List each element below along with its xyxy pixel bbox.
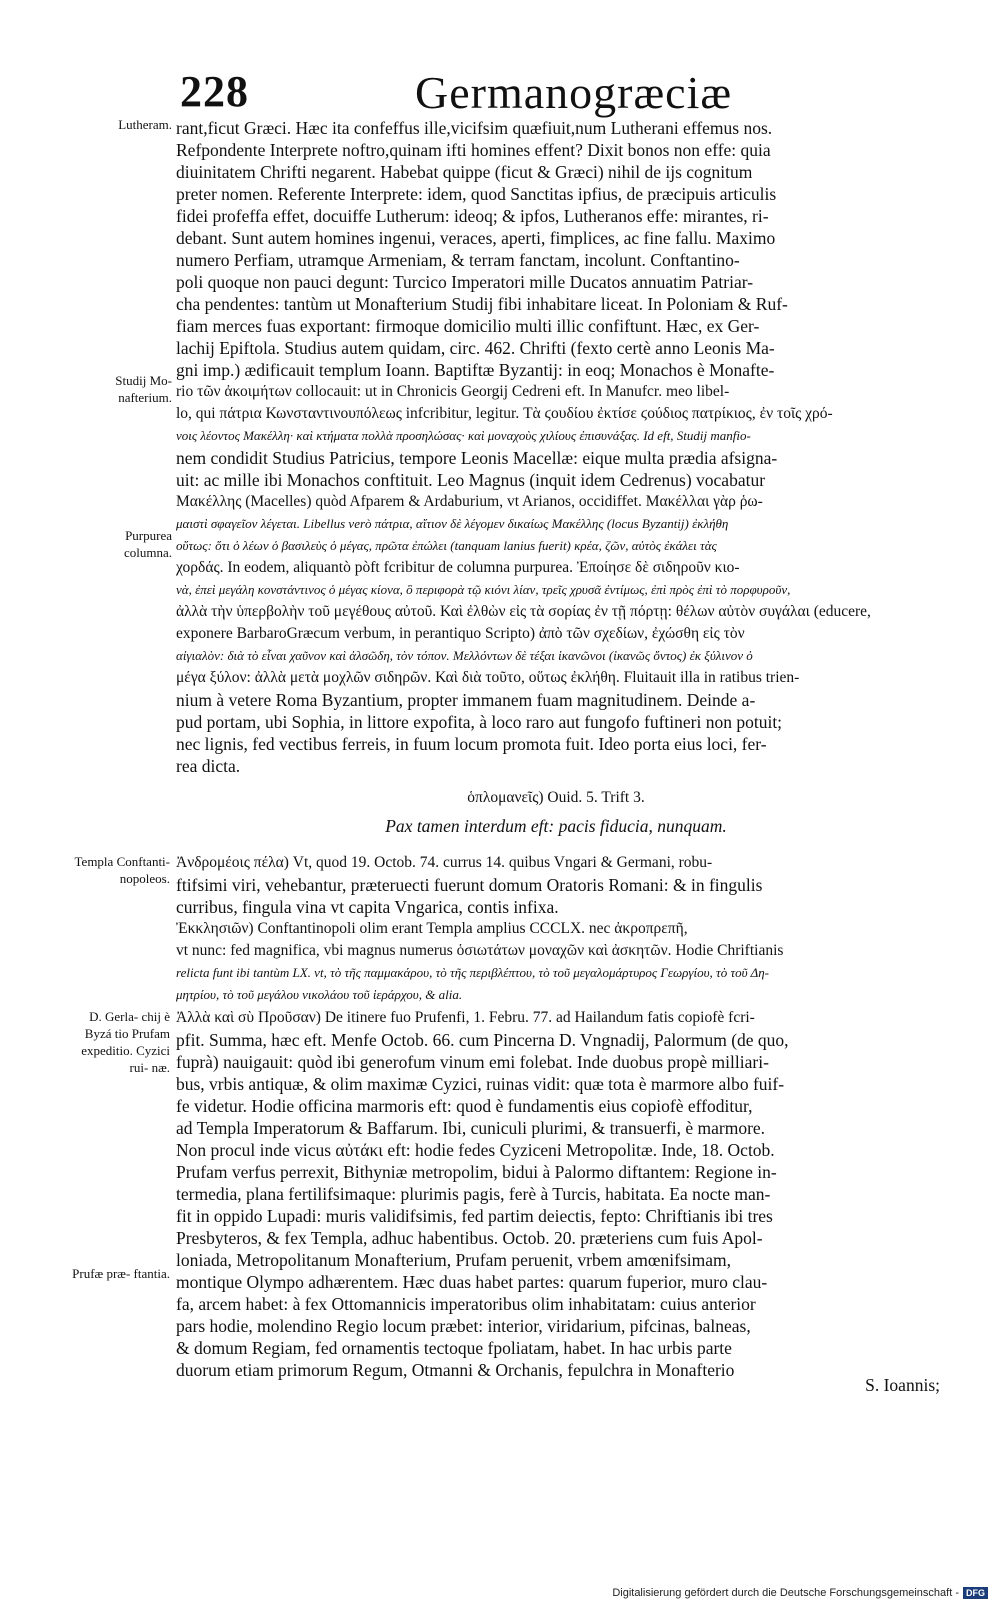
text-line: termedia, plana fertilifsimaque: plurimis pagis, ferè à Turcis, habitata. Ea nocte man- <box>176 1184 771 1204</box>
text-line: ad Templa Imperatorum & Baffarum. Ibi, cuniculi plurimi, & transuerfi, è marmore. <box>176 1118 766 1138</box>
text-line: Μακέλλης (Macelles) quòd Afparem & Ardaburium, vt Arianos, occidiffet. Μακέλλαι γὰρ ῥω- <box>176 493 763 510</box>
text-line: pfit. Summa, hæc eft. Menfe Octob. 66. cum Pincerna D. Vngnadij, Palormum (de quo, <box>176 1030 789 1050</box>
text-line: μέγα ξύλον: ἀλλὰ μετὰ μοχλῶν σιδηρῶν. Καὶ διὰ τοῦτο, οὕτως ἐκλήθη. Fluitauit illa in ratibus trien- <box>176 669 800 686</box>
text-line: νοις λέοντος Μακέλλη· καὶ κτήματα πολλὰ προσηλώσας· καὶ μοναχοὺς χιλίους ἐπισυνάξας. Id eft, Studij manfio- <box>176 428 751 443</box>
text-block-2 <box>176 852 936 1006</box>
text-line: nem condidit Studius Patricius, tempore Leonis Macellæ: eique multa prædia afsigna- <box>176 448 778 468</box>
catchword: S. Ioannis; <box>865 1375 940 1395</box>
text-line: & domum Regiam, fed ornamentis tectoque fpoliatam, habet. In hac urbis parte <box>176 1338 732 1358</box>
text-line: exponere BarbaroGræcum verbum, in perantiquo Scripto) ἀπὸ τῶν σχεδίων, ἐχώσθη εἰς τὸν <box>176 625 745 642</box>
quote-reference: ὁπλομανεῖς) Ouid. 5. Trift 3. <box>467 789 645 806</box>
text-line: Presbyteros, & fex Templa, adhuc habentibus. Octob. 20. præteriens cum fuis Apol- <box>176 1228 763 1248</box>
text-line: rio τῶν ἀκοιμήτων collocauit: ut in Chronicis Georgij Cedreni eft. In Manufcr. meo libel- <box>176 383 730 400</box>
text-block-1 <box>176 117 936 777</box>
text-block-3 <box>176 1007 936 1381</box>
text-line: diuinitatem Chrifti negarent. Habebat quippe (ficut & Græci) nihil de ijs cognitum <box>176 162 753 182</box>
text-line: χορδάς. In eodem, aliquantò pòft fcribitur de columna purpurea. Ἐποίησε δὲ σιδηροῦν κιο- <box>176 559 740 576</box>
text-line: οὕτως: ὅτι ὁ λέων ὁ βασιλεὺς ὁ μέγας, πρῶτα ἐπώλει (tanquam lanius fuerit) κρέα, ζῶν, αὐτὸς ἐκάλει τὰς <box>176 538 717 553</box>
text-line: Non procul inde vicus αὐτάκι eft: hodie fedes Cyziceni Metropolitæ. Inde, 18. Octob. <box>176 1140 775 1160</box>
text-line: preter nomen. Referente Interprete: idem, quod Sanctitas ipfius, de præcipuis articulis <box>176 184 777 204</box>
margin-note: Lutheram. <box>118 117 172 132</box>
credit-text: Digitalisierung gefördert durch die Deutsche Forschungsgemeinschaft - <box>612 1587 959 1599</box>
dfg-logo: DFG <box>963 1587 988 1599</box>
text-line: relicta funt ibi tantùm LX. vt, τὸ τῆς παμμακάρου, τὸ τῆς περιβλέπτου, τὸ τοῦ μεγαλομάρτυρος Γεωργίου, τὸ τοῦ Δη- <box>176 965 770 980</box>
text-line: fiam merces fuas exportant: firmoque domicilio multi illic confiftunt. Hæc, ex Ger- <box>176 316 760 336</box>
text-line: duorum etiam primorum Regum, Otmanni & Orchanis, fepulchra in Monafterio <box>176 1360 735 1380</box>
text-line: Refpondente Interprete noftro,quinam ifti homines effent? Dixit bonos non effe: quia <box>176 140 771 160</box>
text-line: gni imp.) ædificauit templum Ioann. Baptiftæ Byzantij: in eoq; Monachos è Monafte- <box>176 360 775 380</box>
text-line: vt nunc: fed magnifica, vbi magnus numerus ὁσιωτάτων μοναχῶν καὶ ἀσκητῶν. Hodie Chriftianis <box>176 942 784 959</box>
text-line: fit in oppido Lupadi: muris validifsimis, fed partim deiectis, fepto: Chriftianis ibi tres <box>176 1206 773 1226</box>
text-line: uit: ac mille ibi Monachos conftituit. Leo Magnus (inquit idem Cedrenus) vocabatur <box>176 470 766 490</box>
text-line: curribus, fingula vina vt capita Vngarica, contis infixa. <box>176 897 559 917</box>
margin-note: D. Gerla- chij è Byzá tio Prufam expeditio. Cyzici rui- næ. <box>81 1009 170 1075</box>
text-line: lo, qui πάτρια Κωνσταντινουπόλεως infcribitur, legitur. Τὰ ϛουδίου ἐκτίσε ϛούδιος πατρίκιος, ἐν τοῖς χρό- <box>176 405 833 422</box>
text-line: debant. Sunt autem homines ingenui, veraces, aperti, fimplices, ac fine fallu. Maximo <box>176 228 776 248</box>
text-line: rea dicta. <box>176 756 241 776</box>
text-line: Prufam verfus perrexit, Bithyniæ metropolim, bidui à Palormo diftantem: Regione in- <box>176 1162 777 1182</box>
margin-note: Templa Conftanti- nopoleos. <box>74 854 170 886</box>
text-line: numero Perfiam, utramque Armeniam, & terram fanctam, incolunt. Conftantino- <box>176 250 740 270</box>
text-line: μητρίου, τὸ τοῦ μεγάλου νικολάου τοῦ ἱεράρχου, & alia. <box>176 987 463 1002</box>
text-line: montique Olympo adhærentem. Hæc duas habet partes: quarum fuperior, muro clau- <box>176 1272 768 1292</box>
text-line: loniada, Metropolitanum Monafterium, Prufam peruenit, vrbem amœnifsimam, <box>176 1250 732 1270</box>
text-line: ἀλλὰ τὴν ὑπερβολὴν τοῦ μεγέθους αὐτοῦ. Καὶ ἐλθὼν εἰς τὰ σορίας ἐν τῇ πόρτῃ: θέλων αὐτὸν συγάλαι (educere, <box>176 603 871 620</box>
text-line: poli quoque non pauci degunt: Turcico Imperatori mille Ducatos annuatim Patriar- <box>176 272 754 292</box>
text-line: cha pendentes: tantùm ut Monafterium Studij fibi inhabitare liceat. In Poloniam & Ruf- <box>176 294 788 314</box>
text-line: nium à vetere Roma Byzantium, propter immanem fuam magnitudinem. Deinde a- <box>176 690 756 710</box>
margin-note: Purpurea columna. <box>123 528 172 560</box>
text-line: fuprà) nauigauit: quòd ibi generofum vinum emi folebat. Inde duobus propè milliari- <box>176 1052 769 1072</box>
page-header <box>180 66 740 116</box>
page-number: 228 <box>180 67 249 116</box>
text-line: Ἀνδρομέοις πέλα) Vt, quod 19. Octob. 74. currus 14. quibus Vngari & Germani, robu- <box>176 854 713 871</box>
running-title: Germanogræciæ <box>415 67 733 118</box>
text-line: ftifsimi viri, vehebantur, præteruecti fuerunt domum Oratoris Romani: & in fingulis <box>176 875 763 895</box>
quote-block <box>176 787 936 837</box>
text-line: fa, arcem habet: à fex Ottomannicis imperatoribus olim inhabitatam: cuius anterior <box>176 1294 756 1314</box>
text-line: fe videtur. Hodie officina marmoris eft: quod è fundamentis eius copiofè effoditur, <box>176 1096 753 1116</box>
text-line: αἰγιαλὸν: διὰ τὸ εἶναι χαῦνον καὶ ἀλσῶδη, τὸν τόπον. Μελλόντων δὲ τέξαι ἱκανῶνοι (ἰκανῶς ὄντος) ἐκ ξύλινον ὀ <box>176 648 753 663</box>
text-line: fidei profeffa effet, docuiffe Lutherum: ideoq; & ipfos, Lutheranos effe: mirantes, ri- <box>176 206 769 226</box>
text-line: Ἐκκλησιῶν) Conftantinopoli olim erant Templa amplius CCCLX. nec ἀκροπρεπῆ, <box>176 920 688 937</box>
text-line: μαιστὶ σφαγεῖον λέγεται. Libellus verò πάτρια, αἴτιον δὲ λέγομεν δικαίως Μακέλλης (locus Byzantij) ἐκλήθη <box>176 516 729 531</box>
text-line: νὰ, ἐπεὶ μεγάλη κονστάντινος ὁ μέγας κίονα, ὃ περιφορὰ τῷ κιόνι λίαν, τρεῖς χρυσᾶ ἐντίμως, ἐπὶ πρὸς ἐπὶ τὸ πορφυροῦν, <box>176 582 791 597</box>
text-line: pud portam, ubi Sophia, in littore expofita, à loco raro aut fungofo fuftineri non potuit; <box>176 712 783 732</box>
quote-text: Pax tamen interdum eft: pacis fiducia, nunquam. <box>385 816 727 836</box>
digitization-credit <box>612 1587 988 1599</box>
margin-note: Prufæ præ- ftantia. <box>72 1266 170 1281</box>
text-line: bus, vrbis antiquæ, & olim maximæ Cyzici, ruinas vidit: quæ tota è marmore albo fuif- <box>176 1074 785 1094</box>
text-line: nec lignis, fed vectibus ferreis, in fuum locum promota fuit. Ideo porta eius loci, fer- <box>176 734 767 754</box>
text-line: Ἀλλὰ καὶ σὺ Προῦσαν) De itinere fuo Prufenfi, 1. Febru. 77. ad Hailandum fatis copiofè fcri- <box>176 1009 755 1026</box>
text-line: rant,ficut Græci. Hæc ita confeffus ille,vicifsim quæfiuit,num Lutherani effemus nos. <box>176 118 773 138</box>
margin-note: Studij Mo- nafterium. <box>115 373 172 405</box>
text-line: pars hodie, molendino Regio locum præbet: interior, viridarium, pifcinas, balneas, <box>176 1316 751 1336</box>
text-line: lachij Epiftola. Studius autem quidam, circ. 462. Chrifti (fexto certè anno Leonis Ma- <box>176 338 775 358</box>
